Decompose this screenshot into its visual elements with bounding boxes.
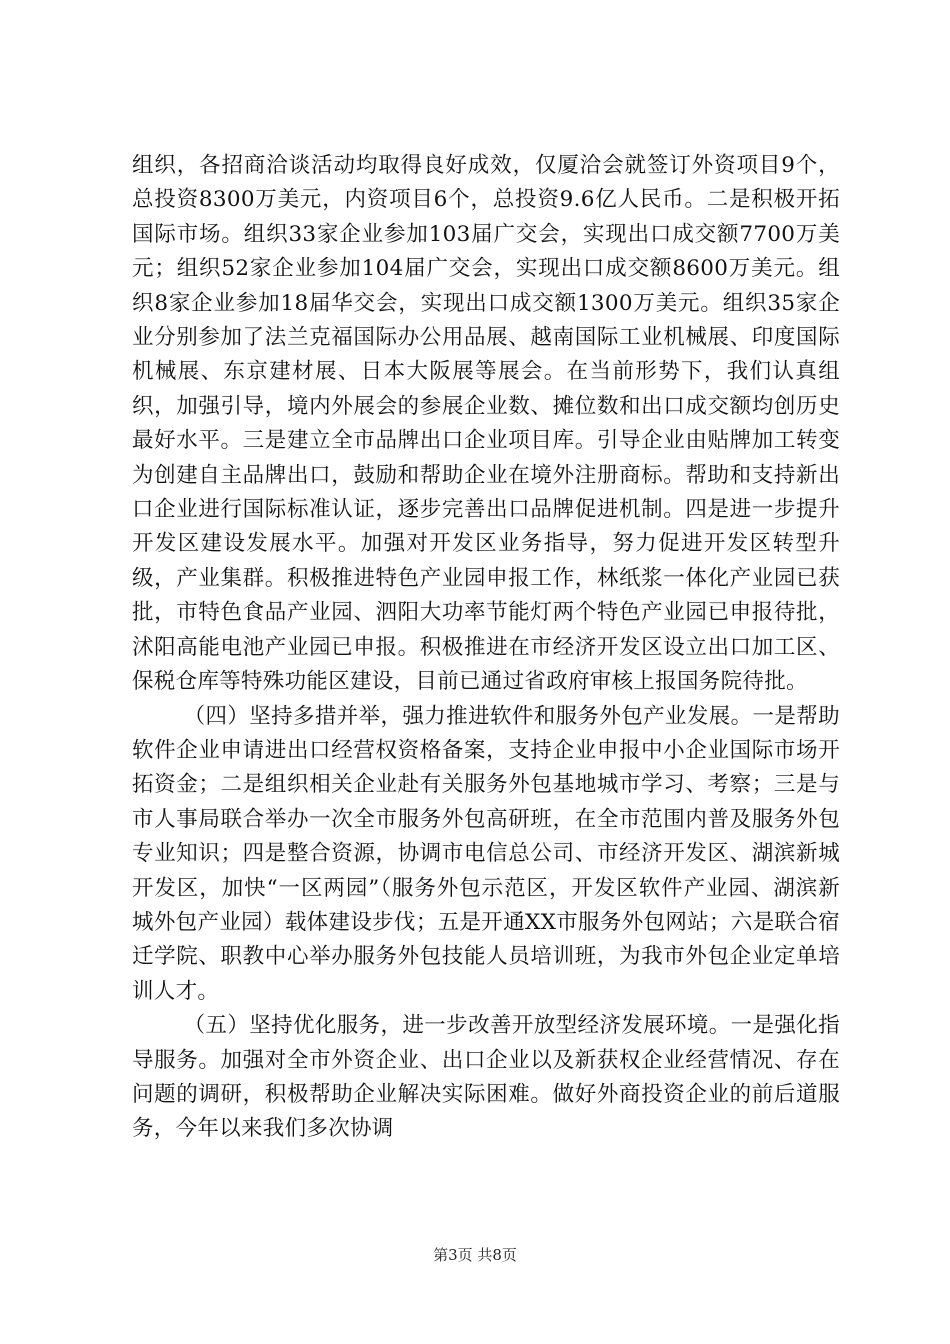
paragraph-software-outsourcing: （四）坚持多措并举，强力推进软件和服务外包产业发展。一是帮助软件企业申请进出口经营权资格备案，支持企业申报中小企业国际市场开拓资金；二是组织相关企业赴有关服务外包基地城市学习、考察；三是与市人事局联合举办一次全市服务外包高研班，在全市范围内普及服务外包专业知识；四是整合资源，协调市电信总公司、市经济开发区、湖滨新城开发区，加快“一区两园”（服务外包示范区，开发区软件产业园、湖滨新城外包产业园）载体建设步伐；五是开通XX市服务外包网站；六是联合宿迁学院、职教中心举办服务外包技能人员培训班，为我市外包企业定单培训人才。 [132, 703, 840, 1004]
page-number-footer: 第3页 共8页 [433, 1246, 517, 1264]
document-body [132, 149, 840, 1147]
paragraph-service-optimization: （五）坚持优化服务，进一步改善开放型经济发展环境。一是强化指导服务。加强对全市外资企业、出口企业以及新获权企业经营情况、存在问题的调研，积极帮助企业解决实际困难。做好外商投资企业的前后道服务，今年以来我们多次协调 [132, 1013, 840, 1142]
paragraph-foreign-trade: 组织，各招商洽谈活动均取得良好成效，仅厦洽会就签订外资项目9个，总投资8300万美元，内资项目6个，总投资9.6亿人民币。二是积极开拓国际市场。组织33家企业参加103届广交会，实现出口成交额7700万美元；组织52家企业参加104届广交会，实现出口成交额8600万美元。组织8家企业参加18届华交会，实现出口成交额1300万美元。组织35家企业分别参加了法兰克福国际办公用品展、越南国际工业机械展、印度国际机械展、东京建材展、日本大阪展等展会。在当前形势下，我们认真组织，加强引导，境内外展会的参展企业数、摊位数和出口成交额均创历史最好水平。三是建立全市品牌出口企业项目库。引导企业由贴牌加工转变为创建自主品牌出口，鼓励和帮助企业在境外注册商标。帮助和支持新出口企业进行国际标准认证，逐步完善出口品牌促进机制。四是进一步提升开发区建设发展水平。加强对开发区业务指导，努力促进开发区转型升级，产业集群。积极推进特色产业园申报工作，林纸浆一体化产业园已获批，市特色食品产业园、泗阳大功率节能灯两个特色产业园已申报待批，沭阳高能电池产业园已申报。积极推进在市经济开发区设立出口加工区、保税仓库等特殊功能区建设，目前已通过省政府审核上报国务院待批。 [132, 153, 840, 695]
